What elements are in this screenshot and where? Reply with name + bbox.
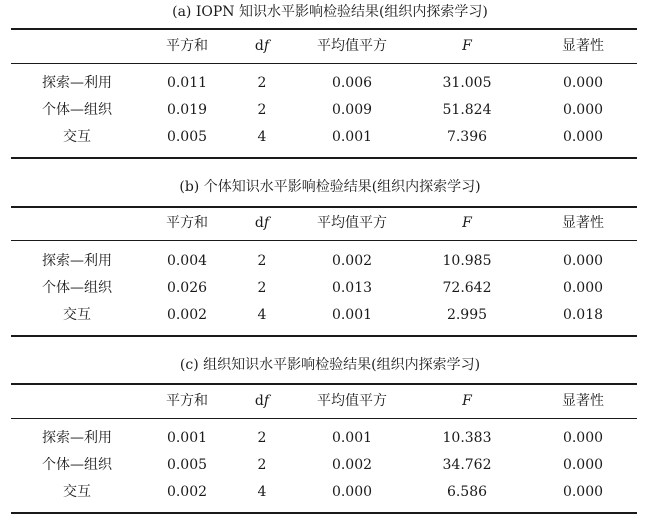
header-df: df bbox=[254, 38, 270, 54]
header-f: F bbox=[462, 393, 472, 409]
cell-ms: 0.006 bbox=[331, 75, 373, 91]
header-df: df bbox=[254, 215, 270, 231]
row-label: 探索—利用 bbox=[42, 430, 112, 446]
cell-sig: 0.000 bbox=[562, 75, 604, 91]
row-label: 探索—利用 bbox=[42, 75, 112, 91]
cell-ss: 0.005 bbox=[166, 129, 208, 145]
cell-ss: 0.005 bbox=[166, 457, 208, 473]
cell-ms: 0.001 bbox=[331, 307, 373, 323]
cell-ss: 0.004 bbox=[166, 253, 208, 269]
header-sig: 显著性 bbox=[562, 215, 604, 231]
header-f: F bbox=[462, 38, 472, 54]
cell-f: 10.985 bbox=[442, 253, 492, 269]
cell-df: 2 bbox=[257, 280, 267, 296]
cell-f: 34.762 bbox=[442, 457, 492, 473]
cell-df: 2 bbox=[257, 430, 267, 446]
header-df: df bbox=[254, 393, 270, 409]
cell-ms: 0.002 bbox=[331, 457, 373, 473]
header-f: F bbox=[462, 215, 472, 231]
cell-sig: 0.000 bbox=[562, 430, 604, 446]
cell-ms: 0.009 bbox=[331, 102, 373, 118]
cell-sig: 0.000 bbox=[562, 129, 604, 145]
top-rule bbox=[11, 383, 637, 385]
cell-sig: 0.000 bbox=[562, 280, 604, 296]
header-sig: 显著性 bbox=[562, 393, 604, 409]
row-label: 交互 bbox=[63, 484, 91, 500]
header-ms: 平均值平方 bbox=[317, 38, 387, 54]
bottom-rule bbox=[11, 512, 637, 514]
header-ss: 平方和 bbox=[166, 215, 208, 231]
row-label: 个体—组织 bbox=[42, 457, 112, 473]
cell-df: 2 bbox=[257, 102, 267, 118]
header-ss: 平方和 bbox=[166, 393, 208, 409]
header-ms: 平均值平方 bbox=[317, 393, 387, 409]
cell-df: 2 bbox=[257, 75, 267, 91]
mid-rule bbox=[11, 240, 637, 241]
cell-ss: 0.002 bbox=[166, 484, 208, 500]
row-label: 交互 bbox=[63, 129, 91, 145]
cell-df: 2 bbox=[257, 253, 267, 269]
mid-rule bbox=[11, 63, 637, 64]
cell-sig: 0.000 bbox=[562, 457, 604, 473]
cell-df: 4 bbox=[257, 484, 267, 500]
cell-f: 6.586 bbox=[446, 484, 488, 500]
top-rule bbox=[11, 206, 637, 208]
cell-sig: 0.018 bbox=[562, 307, 604, 323]
cell-f: 72.642 bbox=[442, 280, 492, 296]
cell-f: 2.995 bbox=[446, 307, 488, 323]
bottom-rule bbox=[11, 157, 637, 159]
header-ss: 平方和 bbox=[166, 38, 208, 54]
cell-sig: 0.000 bbox=[562, 484, 604, 500]
table-caption: (a) IOPN 知识水平影响检验结果(组织内探索学习) bbox=[172, 4, 488, 20]
cell-sig: 0.000 bbox=[562, 253, 604, 269]
cell-f: 31.005 bbox=[442, 75, 492, 91]
cell-ms: 0.013 bbox=[331, 280, 373, 296]
cell-ss: 0.026 bbox=[166, 280, 208, 296]
cell-df: 2 bbox=[257, 457, 267, 473]
cell-f: 10.383 bbox=[442, 430, 492, 446]
cell-df: 4 bbox=[257, 129, 267, 145]
cell-ss: 0.002 bbox=[166, 307, 208, 323]
cell-f: 51.824 bbox=[442, 102, 492, 118]
row-label: 探索—利用 bbox=[42, 253, 112, 269]
header-sig: 显著性 bbox=[562, 38, 604, 54]
cell-ms: 0.002 bbox=[331, 253, 373, 269]
mid-rule bbox=[11, 418, 637, 419]
cell-sig: 0.000 bbox=[562, 102, 604, 118]
row-label: 交互 bbox=[63, 307, 91, 323]
cell-ss: 0.011 bbox=[166, 75, 208, 91]
top-rule bbox=[11, 28, 637, 30]
table-caption: (c) 组织知识水平影响检验结果(组织内探索学习) bbox=[179, 357, 481, 373]
cell-f: 7.396 bbox=[446, 129, 488, 145]
cell-ms: 0.001 bbox=[331, 430, 373, 446]
cell-ss: 0.019 bbox=[166, 102, 208, 118]
cell-ms: 0.001 bbox=[331, 129, 373, 145]
bottom-rule bbox=[11, 335, 637, 337]
cell-df: 4 bbox=[257, 307, 267, 323]
row-label: 个体—组织 bbox=[42, 280, 112, 296]
cell-ms: 0.000 bbox=[331, 484, 373, 500]
header-ms: 平均值平方 bbox=[317, 215, 387, 231]
cell-ss: 0.001 bbox=[166, 430, 208, 446]
table-caption: (b) 个体知识水平影响检验结果(组织内探索学习) bbox=[179, 179, 481, 195]
row-label: 个体—组织 bbox=[42, 102, 112, 118]
